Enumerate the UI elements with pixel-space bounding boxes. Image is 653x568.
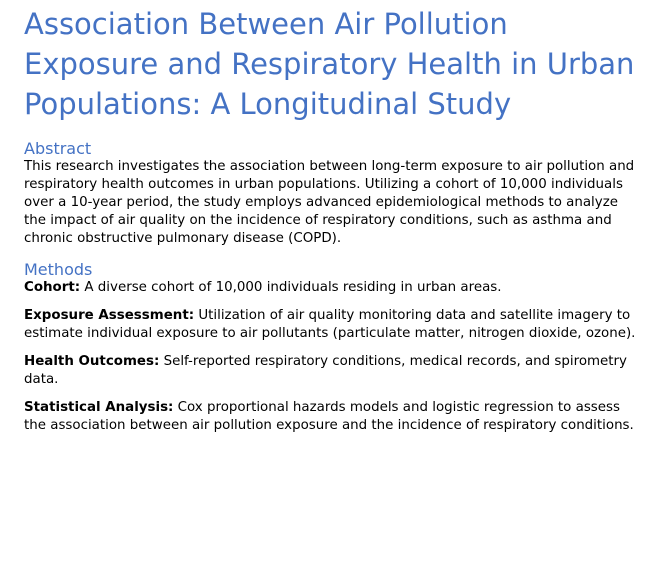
method-text: Cox proportional hazards models and logistic regression to assess the association between air pollution exposure and the incidence of respiratory conditions.	[24, 400, 634, 433]
method-item-exposure-assessment	[24, 307, 643, 343]
method-item-statistical-analysis	[24, 399, 643, 435]
paper-title: Association Between Air Pollution Exposure and Respiratory Health in Urban Populations: A Longitudinal Study	[24, 7, 635, 121]
method-text: A diverse cohort of 10,000 individuals residing in urban areas.	[84, 280, 502, 295]
method-label: Exposure Assessment:	[24, 308, 195, 323]
method-label: Health Outcomes:	[24, 354, 160, 369]
method-label: Cohort:	[24, 280, 81, 295]
method-item-cohort	[24, 279, 643, 297]
method-item-health-outcomes	[24, 353, 643, 389]
method-text: Self-reported respiratory conditions, medical records, and spirometry data.	[24, 354, 627, 387]
methods-list	[24, 279, 643, 435]
method-label: Statistical Analysis:	[24, 400, 174, 415]
methods-heading: Methods	[24, 260, 93, 279]
abstract-heading: Abstract	[24, 139, 92, 158]
abstract-text: This research investigates the association between long-term exposure to air pollution and respiratory health outcomes in urban populations. Utilizing a cohort of 10,000 individuals over a 10-year period, the study employs advanced epidemiological methods to analyze the impact of air quality on the incidence of respiratory conditions, such as asthma and chronic obstructive pulmonary disease (COPD).	[24, 159, 635, 246]
method-text: Utilization of air quality monitoring data and satellite imagery to estimate individual exposure to air pollutants (particulate matter, nitrogen dioxide, ozone).	[24, 308, 636, 341]
